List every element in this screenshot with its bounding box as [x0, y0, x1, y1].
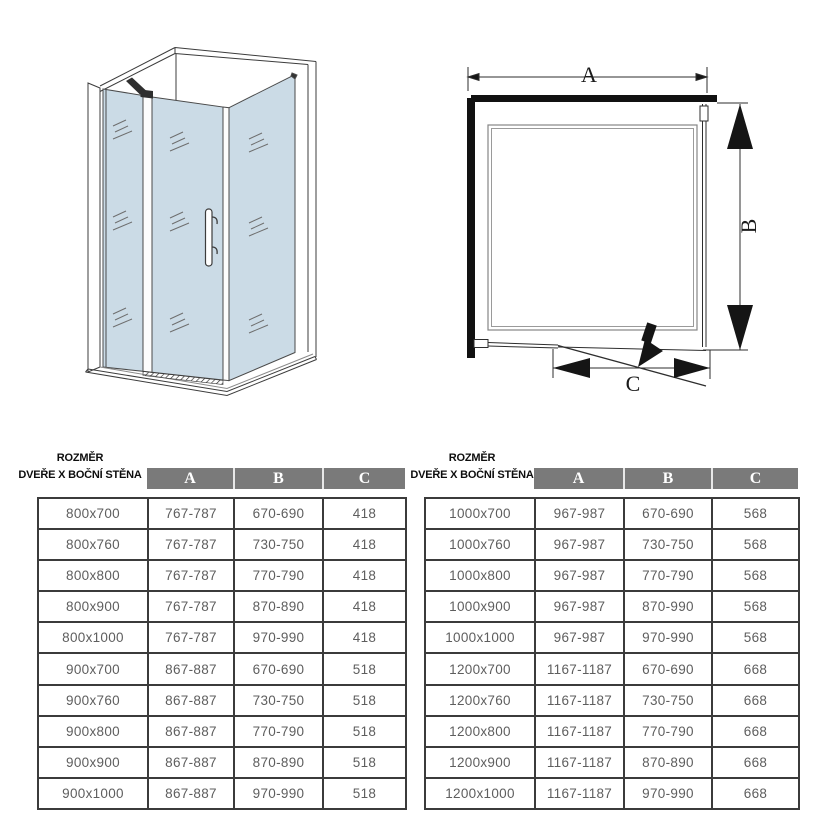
table-row [38, 560, 406, 591]
right-table-title [408, 450, 536, 484]
table-cell: 767-787 [148, 529, 234, 560]
table-row [38, 653, 406, 684]
table-cell: 1000x760 [425, 529, 535, 560]
table-cell: 1200x800 [425, 716, 535, 747]
table-cell: 967-987 [535, 622, 624, 653]
table-cell: 418 [323, 498, 406, 529]
table-cell: 900x900 [38, 747, 148, 778]
right-wall-edge [308, 62, 316, 358]
table-cell: 867-887 [148, 778, 234, 809]
table-cell: 418 [323, 560, 406, 591]
table-row [425, 560, 799, 591]
table-cell: 770-790 [624, 716, 712, 747]
table-row [38, 747, 406, 778]
column-header-b: B [233, 468, 322, 489]
table-cell: 900x1000 [38, 778, 148, 809]
column-header-a: A [572, 469, 585, 487]
table-cell: 870-890 [234, 591, 323, 622]
left-wall-bar [467, 98, 475, 358]
table-row [38, 716, 406, 747]
table-cell: 568 [712, 622, 799, 653]
table-cell: 767-787 [148, 591, 234, 622]
table-cell: 870-890 [234, 747, 323, 778]
table-row [425, 685, 799, 716]
table-cell: 668 [712, 685, 799, 716]
table-cell: 767-787 [148, 622, 234, 653]
column-header-c: C [711, 468, 798, 489]
fixed-panel-end-cap [474, 340, 488, 348]
table-row [425, 591, 799, 622]
table-cell: 668 [712, 778, 799, 809]
table-row [425, 716, 799, 747]
table-cell: 970-990 [624, 778, 712, 809]
table-row [38, 498, 406, 529]
table-cell: 870-990 [624, 591, 712, 622]
table-cell: 1200x1000 [425, 778, 535, 809]
table-cell: 1000x900 [425, 591, 535, 622]
door-sill-line [558, 347, 706, 351]
table-row [38, 622, 406, 653]
table-cell: 867-887 [148, 747, 234, 778]
column-header-b: B [623, 468, 711, 489]
table-cell: 800x760 [38, 529, 148, 560]
table-cell: 967-987 [535, 560, 624, 591]
table-cell: 800x1000 [38, 622, 148, 653]
table-cell: 730-750 [234, 685, 323, 716]
table-cell: 767-787 [148, 498, 234, 529]
table-cell: 670-690 [234, 498, 323, 529]
left-dimension-table [37, 497, 407, 810]
table-cell: 730-750 [234, 529, 323, 560]
dimension-a-label: A [581, 62, 597, 87]
table-cell: 668 [712, 716, 799, 747]
table-row [38, 685, 406, 716]
left-table-column-header [147, 468, 405, 489]
table-cell: 568 [712, 529, 799, 560]
table-cell: 668 [712, 653, 799, 684]
table-cell: 970-990 [624, 622, 712, 653]
table-row [425, 529, 799, 560]
right-dimension-table [424, 497, 800, 810]
table-cell: 970-990 [234, 778, 323, 809]
wall-profile-plan [700, 106, 708, 121]
table-cell: 568 [712, 498, 799, 529]
table-cell: 900x800 [38, 716, 148, 747]
table-row [425, 747, 799, 778]
table-row [38, 778, 406, 809]
table-row [425, 778, 799, 809]
table-cell: 967-987 [535, 591, 624, 622]
shower-enclosure-plan-diagram [445, 50, 765, 400]
corner-post [223, 107, 229, 381]
table-cell: 770-790 [624, 560, 712, 591]
table-cell: 568 [712, 560, 799, 591]
table-cell: 670-690 [234, 653, 323, 684]
table-cell: 770-790 [234, 716, 323, 747]
table-cell: 800x900 [38, 591, 148, 622]
table-cell: 730-750 [624, 529, 712, 560]
left-wall [88, 83, 100, 372]
table-cell: 418 [323, 622, 406, 653]
dimension-c-label: C [625, 371, 641, 396]
table-cell: 867-887 [148, 653, 234, 684]
table-cell: 970-990 [234, 622, 323, 653]
table-row [425, 653, 799, 684]
table-row [38, 591, 406, 622]
dimension-b-label: B [736, 218, 761, 234]
table-cell: 1000x700 [425, 498, 535, 529]
table-row [38, 529, 406, 560]
table-cell: 967-987 [535, 529, 624, 560]
back-right-wall-top [175, 48, 316, 65]
table-cell: 867-887 [148, 685, 234, 716]
side-panel-plan [700, 104, 708, 347]
table-cell: 730-750 [624, 685, 712, 716]
table-cell: 1167-1187 [535, 778, 624, 809]
table-row [425, 498, 799, 529]
table-cell: 800x800 [38, 560, 148, 591]
table-cell: 670-690 [624, 653, 712, 684]
table-cell: 1200x700 [425, 653, 535, 684]
table-cell: 518 [323, 653, 406, 684]
table-cell: 1000x800 [425, 560, 535, 591]
table-cell: 518 [323, 716, 406, 747]
table-cell: 518 [323, 747, 406, 778]
shower-enclosure-3d-diagram [60, 35, 340, 410]
glass-panels [103, 73, 297, 381]
table-cell: 1167-1187 [535, 716, 624, 747]
table-cell: 668 [712, 747, 799, 778]
table-cell: 1167-1187 [535, 747, 624, 778]
table-cell: 1167-1187 [535, 685, 624, 716]
table-cell: 900x700 [38, 653, 148, 684]
table-cell: 670-690 [624, 498, 712, 529]
table-cell: 767-787 [148, 560, 234, 591]
right-table-column-header [534, 468, 798, 489]
table-cell: 1000x1000 [425, 622, 535, 653]
fixed-glass-panel [103, 89, 143, 371]
table-cell: 900x760 [38, 685, 148, 716]
table-cell: 518 [323, 685, 406, 716]
table-cell: 867-887 [148, 716, 234, 747]
table-cell: 1167-1187 [535, 653, 624, 684]
table-row [425, 622, 799, 653]
door-hinge-post [143, 96, 152, 373]
table-cell: 1200x900 [425, 747, 535, 778]
tray-outline [488, 125, 697, 330]
column-header-c: C [322, 468, 405, 489]
left-table-title-line2: DVEŘE X BOČNÍ STĚNA [18, 469, 142, 481]
right-table-title-line2: DVEŘE X BOČNÍ STĚNA [410, 469, 534, 481]
table-cell: 967-987 [535, 498, 624, 529]
side-glass-panel [229, 75, 295, 381]
left-table-title-line1: ROZMĚR [56, 452, 104, 464]
table-cell: 568 [712, 591, 799, 622]
table-cell: 800x700 [38, 498, 148, 529]
column-header-a: A [184, 469, 196, 487]
table-cell: 418 [323, 591, 406, 622]
top-wall-bar [471, 95, 717, 102]
table-cell: 518 [323, 778, 406, 809]
table-cell: 418 [323, 529, 406, 560]
left-table-title [13, 450, 147, 484]
table-cell: 1200x760 [425, 685, 535, 716]
table-cell: 870-890 [624, 747, 712, 778]
right-table-title-line1: ROZMĚR [448, 452, 496, 464]
table-cell: 770-790 [234, 560, 323, 591]
